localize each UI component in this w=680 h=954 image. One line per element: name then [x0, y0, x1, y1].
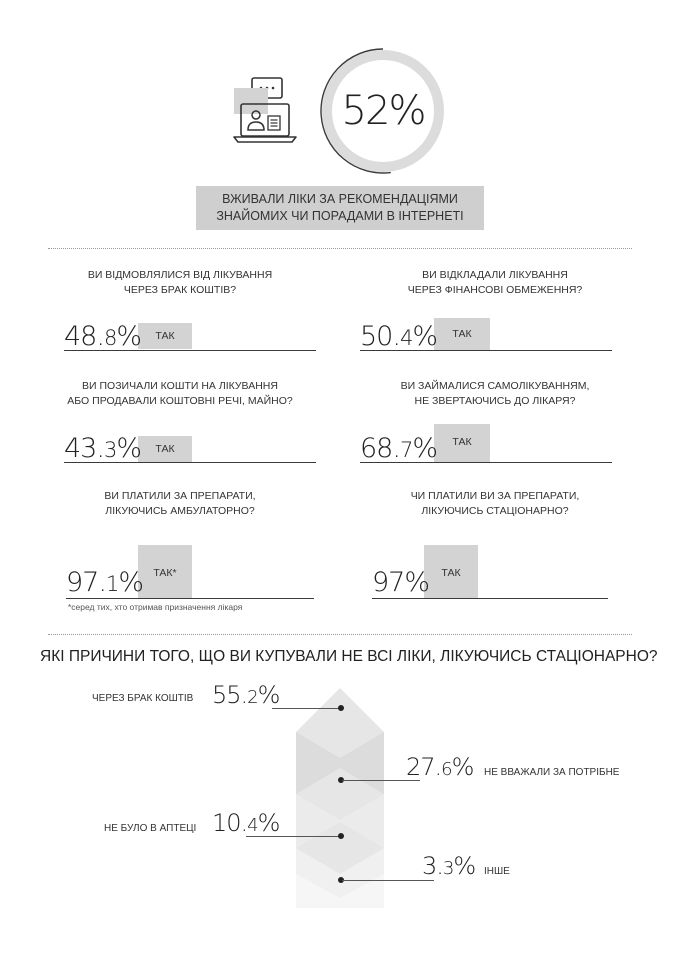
- reason-dot: [338, 833, 344, 839]
- reason-percent: 27.6%: [406, 753, 474, 781]
- reason-label: НЕ БУЛО В АПТЕЦІ: [104, 823, 197, 834]
- question-percent: 68.7%: [360, 433, 437, 464]
- laptop-chat-profile-icon: [232, 76, 298, 146]
- question-text: ВИ ЗАЙМАЛИСЯ САМОЛІКУВАННЯМ, НЕ ЗВЕРТАЮЧИСЬ ДО ЛІКАРЯ?: [400, 380, 590, 407]
- yes-badge: ТАК: [138, 323, 192, 349]
- reason-label: НЕ ВВАЖАЛИ ЗА ПОТРІБНЕ: [484, 767, 620, 778]
- question-percent: 97%: [372, 567, 430, 598]
- baseline: [66, 598, 314, 599]
- reason-percent: 55.2%: [212, 681, 280, 709]
- footnote: *серед тих, хто отримав призначення лікаря: [68, 602, 243, 612]
- question-text: ВИ ВІДМОВЛЯЛИСЯ ВІД ЛІКУВАННЯ ЧЕРЕЗ БРАК КОШТІВ?: [87, 269, 273, 296]
- baseline: [372, 598, 608, 599]
- yes-badge: ТАК: [138, 436, 192, 462]
- question-percent: 50.4%: [360, 321, 437, 352]
- baseline: [64, 350, 316, 351]
- reason-dot: [338, 705, 344, 711]
- question-percent: 48.8%: [64, 321, 141, 352]
- yes-badge: ТАК: [424, 545, 478, 598]
- hero-caption-line2: ЗНАЙОМИХ ЧИ ПОРАДАМИ В ІНТЕРНЕТІ: [216, 209, 464, 223]
- yes-badge: ТАК*: [138, 545, 192, 598]
- hero-caption-line1: ВЖИВАЛИ ЛІКИ ЗА РЕКОМЕНДАЦІЯМИ: [222, 192, 458, 206]
- reasons-title: ЯКІ ПРИЧИНИ ТОГО, ЩО ВИ КУПУВАЛИ НЕ ВСІ ЛІКИ, ЛІКУЮЧИСЬ СТАЦІОНАРНО?: [40, 648, 658, 665]
- reason-percent: 3.3%: [422, 852, 476, 880]
- reason-leader-line: [246, 836, 342, 837]
- question-percent: 97.1%: [66, 567, 143, 598]
- question-text: ЧИ ПЛАТИЛИ ВИ ЗА ПРЕПАРАТИ, ЛІКУЮЧИСЬ СТАЦІОНАРНО?: [410, 490, 580, 517]
- divider-bottom: [48, 634, 632, 635]
- divider-top: [48, 248, 632, 249]
- reason-leader-line: [272, 708, 342, 709]
- stacked-arrow-graphic: [290, 688, 390, 908]
- reason-label: ЧЕРЕЗ БРАК КОШТІВ: [92, 693, 194, 704]
- hero-percent-value: 52%: [341, 88, 425, 134]
- question-text: ВИ ПЛАТИЛИ ЗА ПРЕПАРАТИ, ЛІКУЮЧИСЬ АМБУЛАТОРНО?: [104, 490, 256, 517]
- hero-caption: [196, 186, 484, 230]
- yes-badge: ТАК: [434, 424, 490, 462]
- baseline: [64, 462, 316, 463]
- yes-badge: ТАК: [434, 318, 490, 350]
- baseline: [360, 462, 612, 463]
- question-text: ВИ ПОЗИЧАЛИ КОШТИ НА ЛІКУВАННЯ АБО ПРОДАВАЛИ КОШТОВНІ РЕЧІ, МАЙНО?: [67, 380, 293, 407]
- reason-leader-line: [342, 880, 434, 881]
- reason-percent: 10.4%: [212, 809, 280, 837]
- reason-label: ІНШЕ: [484, 866, 510, 877]
- baseline: [360, 350, 612, 351]
- question-text: ВИ ВІДКЛАДАЛИ ЛІКУВАННЯ ЧЕРЕЗ ФІНАНСОВІ ОБМЕЖЕННЯ?: [407, 269, 583, 296]
- question-percent: 43.3%: [64, 433, 141, 464]
